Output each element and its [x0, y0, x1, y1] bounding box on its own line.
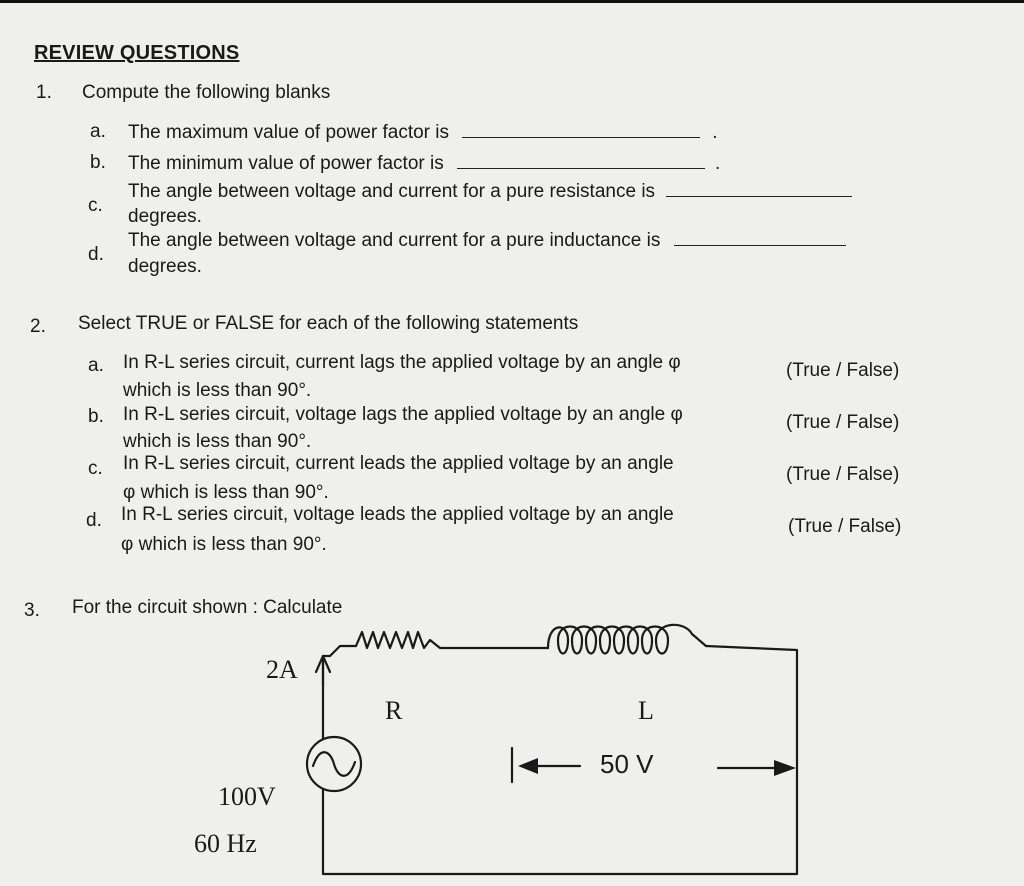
q3-number: 3. — [24, 600, 40, 621]
q1b-letter: b. — [90, 152, 106, 173]
q1a-question: The maximum value of power factor is — [128, 122, 450, 143]
page-heading: REVIEW QUESTIONS — [34, 42, 240, 64]
source-top-wire — [323, 646, 356, 738]
q2b-letter: b. — [88, 406, 104, 427]
resistor-symbol — [356, 632, 456, 648]
q1d-line2: degrees. — [128, 256, 202, 277]
q2d-line2: φ which is less than 90°. — [121, 534, 327, 555]
voltage-arrow-right-head-icon — [774, 760, 796, 776]
return-wire — [323, 646, 797, 874]
q2a-letter: a. — [88, 355, 104, 376]
q2a-line2: which is less than 90°. — [123, 380, 312, 401]
source-voltage-label: 100V — [218, 782, 276, 811]
current-label: 2A — [266, 655, 298, 684]
inductor-voltage-label: 50 V — [600, 749, 654, 779]
q2b-true-false[interactable]: (True / False) — [786, 412, 900, 433]
q2c-line1: In R-L series circuit, current leads the applied voltage by an angle — [123, 453, 674, 474]
q1a-letter: a. — [90, 121, 106, 142]
q2b-line1: In R-L series circuit, voltage lags the applied voltage by an angle φ — [123, 404, 683, 425]
q3-prompt: For the circuit shown : Calculate — [72, 597, 343, 618]
q2c-letter: c. — [88, 458, 103, 479]
q2a-line1: In R-L series circuit, current lags the applied voltage by an angle φ — [123, 352, 681, 373]
q1d-letter: d. — [88, 244, 104, 265]
q2-prompt: Select TRUE or FALSE for each of the following statements — [78, 313, 579, 334]
q1c-letter: c. — [88, 195, 103, 216]
q2a-true-false[interactable]: (True / False) — [786, 360, 900, 381]
q1b-period: . — [715, 153, 721, 174]
inductor-symbol — [548, 625, 706, 654]
inductor-label: L — [638, 696, 654, 725]
q2b-line2: which is less than 90°. — [123, 431, 312, 452]
voltage-arrow-left-head-icon — [518, 758, 538, 774]
frequency-label: 60 Hz — [194, 829, 257, 858]
q1a-period: . — [712, 122, 718, 143]
q1c-question: The angle between voltage and current for a pure resistance is — [128, 181, 656, 202]
q2c-true-false[interactable]: (True / False) — [786, 464, 900, 485]
resistor-label: R — [385, 696, 403, 725]
ac-source-wave-icon — [313, 752, 355, 776]
q1-number: 1. — [36, 82, 52, 103]
q2c-line2: φ which is less than 90°. — [123, 482, 329, 503]
q2d-line1: In R-L series circuit, voltage leads the applied voltage by an angle — [121, 504, 674, 525]
q2d-letter: d. — [86, 510, 102, 531]
q2-number: 2. — [30, 316, 46, 337]
q1c-line2: degrees. — [128, 206, 202, 227]
q1-prompt: Compute the following blanks — [82, 82, 331, 103]
q2d-true-false[interactable]: (True / False) — [788, 516, 902, 537]
q1b-question: The minimum value of power factor is — [128, 153, 444, 174]
q1d-question: The angle between voltage and current for a pure inductance is — [128, 230, 661, 251]
